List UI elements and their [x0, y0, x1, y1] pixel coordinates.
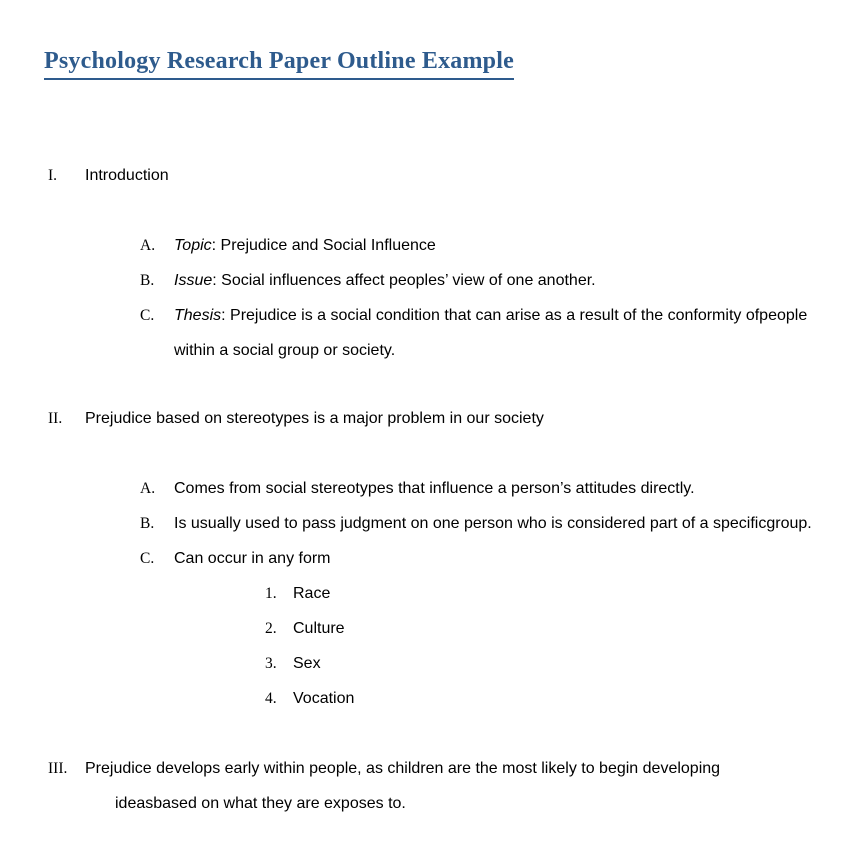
outline [0, 158, 867, 821]
section-1-items [0, 228, 867, 368]
section-3-heading: Prejudice develops early within people, as children are the most likely to begin developing ideasbased on what they are exposes to. [85, 760, 721, 812]
item-lead: Issue [174, 272, 213, 289]
item-marker: C. [140, 550, 155, 567]
item-rest: : Prejudice and Social Influence [211, 237, 436, 254]
subitem-text: Sex [293, 655, 321, 672]
item-marker: B. [140, 515, 155, 532]
section-2-subitems [0, 576, 867, 716]
section-2-heading: Prejudice based on stereotypes is a major problem in our society [85, 410, 544, 427]
subitem-marker: 4. [265, 690, 277, 707]
subitem-text: Race [293, 585, 331, 602]
outline-section-1 [0, 158, 867, 193]
outline-section-2 [0, 401, 867, 436]
section-1-heading: Introduction [85, 167, 169, 184]
subitem-text: Vocation [293, 690, 355, 707]
item-lead: Thesis [174, 307, 222, 324]
item-text: Is usually used to pass judgment on one person who is considered part of a specificgroup. [174, 515, 812, 532]
subitem-marker: 3. [265, 655, 277, 672]
item-text [174, 263, 596, 298]
outline-subitem-4 [0, 681, 867, 716]
item-marker: C. [140, 307, 155, 324]
section-2-marker: II. [48, 410, 63, 427]
item-marker: A. [140, 237, 156, 254]
document-title: Psychology Research Paper Outline Example [44, 46, 514, 80]
outline-subitem-3 [0, 646, 867, 681]
outline-item-1c [0, 298, 867, 368]
outline-subitem-1 [0, 576, 867, 611]
subitem-marker: 1. [265, 585, 277, 602]
outline-section-3 [0, 751, 867, 821]
item-lead: Topic [174, 237, 212, 254]
item-text [174, 228, 436, 263]
section-2-items [0, 471, 867, 716]
section-3-marker: III. [48, 760, 68, 777]
subitem-text: Culture [293, 620, 345, 637]
outline-subitem-2 [0, 611, 867, 646]
item-rest: : Social influences affect peoples’ view of one another. [212, 272, 596, 289]
item-marker: A. [140, 480, 156, 497]
outline-item-1b [0, 263, 867, 298]
section-1-marker: I. [48, 167, 58, 184]
item-marker: B. [140, 272, 155, 289]
item-text [174, 298, 832, 368]
outline-item-1a [0, 228, 867, 263]
subitem-marker: 2. [265, 620, 277, 637]
outline-item-2b [0, 506, 867, 541]
outline-item-2a [0, 471, 867, 506]
item-text: Can occur in any form [174, 550, 331, 567]
item-rest: : Prejudice is a social condition that can arise as a result of the conformity ofpeople within a social group or society. [174, 307, 808, 359]
outline-item-2c [0, 541, 867, 576]
item-text: Comes from social stereotypes that influence a person’s attitudes directly. [174, 480, 695, 497]
